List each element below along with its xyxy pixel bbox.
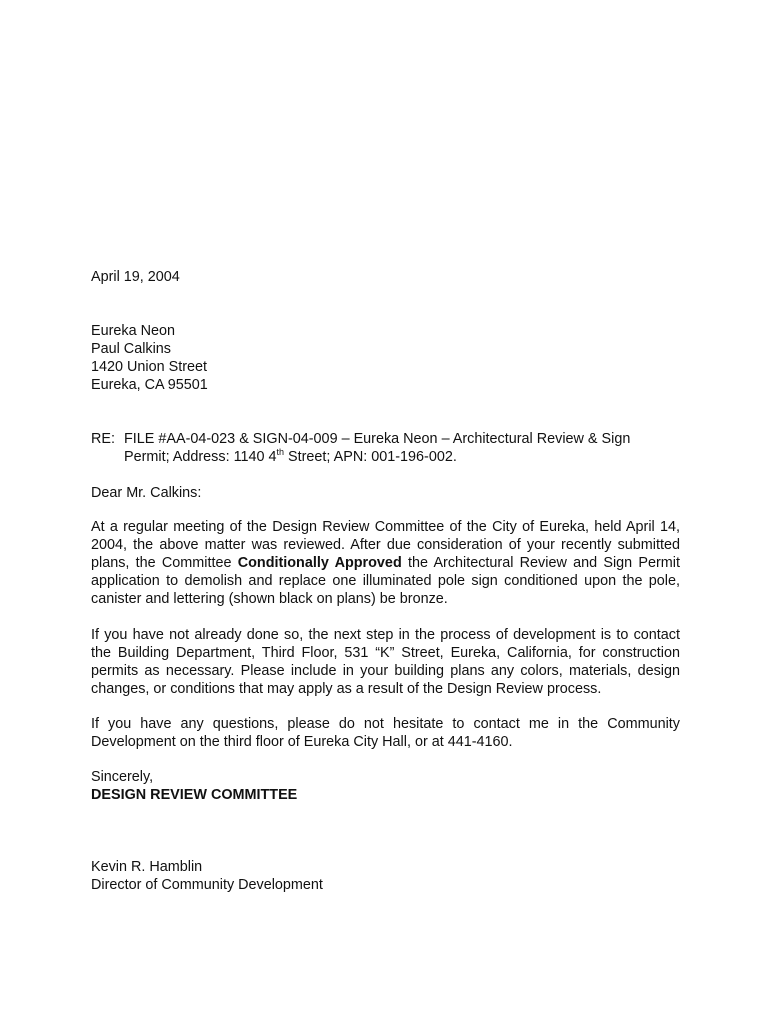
committee-name: DESIGN REVIEW COMMITTEE xyxy=(91,787,298,803)
paragraph-approval-text-start: At a regular meeting of the Design Review Committee of the City of Eureka, held April 14, 2004, the above matter was reviewed. After due consideration of your recently submitted plans, the Committee xyxy=(91,519,680,571)
re-line-2-start: Permit; Address: 1140 4 xyxy=(124,449,277,465)
re-line-2-end: Street; APN: 001-196-002. xyxy=(284,449,457,465)
letter-date: April 19, 2004 xyxy=(91,269,180,285)
signer-name: Kevin R. Hamblin xyxy=(91,859,203,875)
recipient-city: Eureka, CA 95501 xyxy=(91,377,208,393)
re-subject xyxy=(91,430,680,466)
approval-status: Conditionally Approved xyxy=(237,555,402,571)
recipient-name: Paul Calkins xyxy=(91,341,171,357)
re-body xyxy=(124,430,680,466)
re-line-2-superscript: th xyxy=(276,447,285,458)
paragraph-approval-text-end: the Architectural Review and Sign Permit application to demolish and replace one illuminated pole sign conditioned upon the pole, canister and lettering (shown black on plans) be bronze. xyxy=(91,555,680,607)
signer-title: Director of Community Development xyxy=(91,877,323,893)
closing: Sincerely, xyxy=(91,769,154,785)
paragraph-contact: If you have any questions, please do not hesitate to contact me in the Community Development on the third floor of Eureka City Hall, or at 441-4160. xyxy=(91,716,680,750)
re-line-1: FILE #AA-04-023 & SIGN-04-009 – Eureka Neon – Architectural Review & Sign xyxy=(124,431,631,447)
recipient-street: 1420 Union Street xyxy=(91,359,208,375)
salutation: Dear Mr. Calkins: xyxy=(91,485,202,501)
paragraph-next-steps: If you have not already done so, the next step in the process of development is to contact the Building Department, Third Floor, 531 “K” Street, Eureka, California, for construction permits as necessary. Please include in your building plans any colors, materials, design changes, or conditions that may apply as a result of the Design Review process. xyxy=(91,627,680,697)
paragraph-approval xyxy=(91,518,680,608)
recipient-company: Eureka Neon xyxy=(91,323,175,339)
re-label: RE: xyxy=(91,431,115,447)
